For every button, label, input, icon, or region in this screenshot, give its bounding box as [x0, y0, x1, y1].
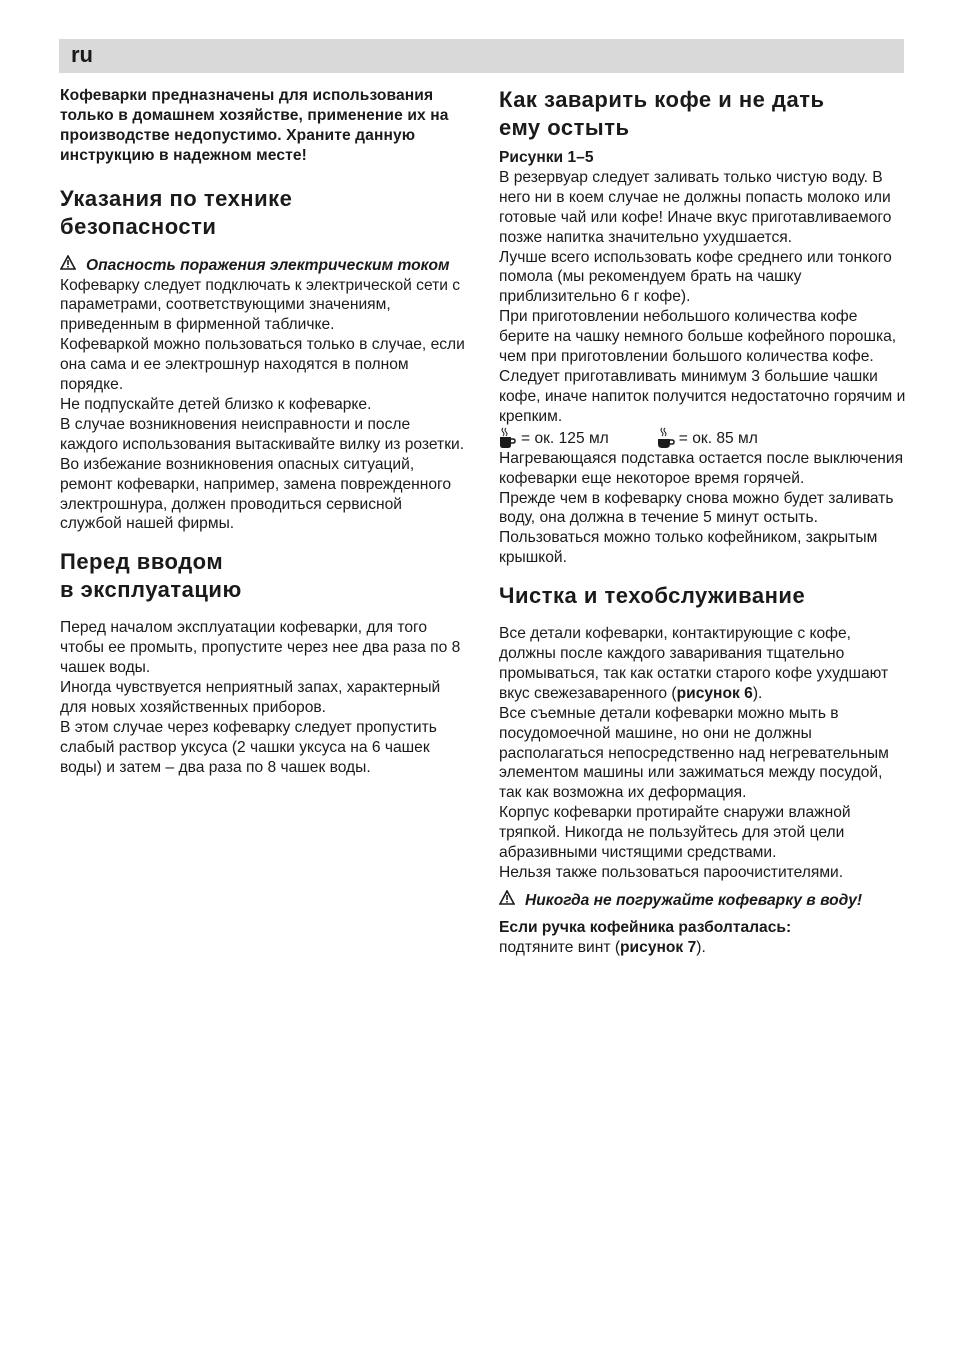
safety-heading-line2: безопасности	[60, 213, 217, 239]
small-cup-volume: = ок. 85 мл	[678, 429, 758, 447]
cleaning-paragraph-2: Все съемные детали кофеварки можно мыть в посудомоечной машине, но они не должны располагаться непосредственно над негревательным элементом машины или зажиматься между посудой, так как возможна их деформация.	[499, 704, 889, 802]
figure-6-reference: рисунок 6	[676, 684, 753, 702]
electric-shock-warning	[60, 255, 465, 276]
language-bar	[59, 39, 904, 73]
handle-heading: Если ручка кофейника разболталась:	[499, 918, 792, 936]
brew-paragraph-5: Прежде чем в кофеварку снова можно будет заливать воду, она должна в течение 5 минут остыть.	[499, 489, 894, 527]
left-column	[60, 86, 465, 778]
startup-paragraph-1: Перед началом эксплуатации кофеварки, для того чтобы ее промыть, пропустите через нее два раза по 8 чашек воды.	[60, 619, 461, 677]
safety-heading-line1: Указания по технике	[60, 185, 293, 211]
brew-paragraph-2: Лучше всего использовать кофе среднего или тонкого помола (мы рекомендуем брать на чашку приблизительно 6 г кофе).	[499, 248, 892, 306]
large-cup-volume: = ок. 125 мл	[521, 429, 609, 447]
cup-sizes	[499, 427, 909, 449]
safety-paragraph-5: Во избежание возникновения опасных ситуаций, ремонт кофеварки, например, замена поврежденного электрошнура, должен проводиться сервисной службой нашей фирмы.	[60, 455, 452, 533]
warning-triangle-icon	[60, 255, 86, 276]
brew-heading-line2: ему остыть	[499, 115, 630, 140]
startup-heading-line2: в эксплуатацию	[60, 577, 242, 603]
startup-heading	[60, 548, 465, 604]
safety-paragraph-4: В случае возникновения неисправности и после каждого использования вытаскивайте вилку из розетки.	[60, 415, 465, 453]
cleaning-paragraph-1-text: Все детали кофеварки, контактирующие с кофе, должны после каждого заваривания тщательно промываться, так как остатки старого кофе ухудшают вкус свежезаваренного (	[499, 625, 889, 702]
large-cup-icon	[499, 427, 517, 449]
small-cup-icon	[657, 427, 675, 449]
cleaning-paragraph-1	[499, 624, 909, 704]
safety-heading	[60, 185, 465, 241]
startup-heading-line1: Перед вводом	[60, 549, 224, 575]
cleaning-heading: Чистка и техобслуживание	[499, 583, 806, 609]
electric-shock-warning-text: Опасность поражения электрическим током	[86, 256, 450, 274]
brew-paragraph-6: Пользоваться можно только кофейником, закрытым крышкой.	[499, 529, 878, 567]
language-code: ru	[71, 42, 93, 67]
startup-paragraph-2: Иногда чувствуется неприятный запах, характерный для новых хозяйственных приборов.	[60, 679, 441, 716]
brew-paragraph-3: При приготовлении небольшого количества кофе берите на чашку немного больше кофейного порошка, чем при приготовлении большого количества кофе. Следует приготавливать минимум 3 большие чашки кофе, иначе напиток получится недостаточно горячим и крепким.	[499, 308, 906, 425]
safety-paragraph-1: Кофеварку следует подключать к электрической сети с параметрами, соответствующими значениям, приведенным в фирменной табличке.	[60, 276, 461, 334]
brew-paragraph-1: В резервуар следует заливать только чистую воду. В него ни в коем случае не должны попасть молоко или готовые чай или кофе! Иначе вкус приготавливаемого позже напитка значительно ухудшается.	[499, 168, 892, 246]
brew-heading	[499, 86, 909, 142]
cleaning-paragraph-3: Корпус кофеварки протирайте снаружи влажной тряпкой. Никогда не пользуйтесь для этой цели абразивными чистящими средствами.	[499, 804, 851, 862]
cleaning-paragraph-4: Нельзя также пользоваться пароочистителями.	[499, 864, 844, 881]
startup-paragraph-3: В этом случае через кофеварку следует пропустить слабый раствор уксуса (2 чашки уксуса на 6 чашек воды) и затем – два раза по 8 чашек воды.	[60, 718, 437, 776]
intro-text: Кофеварки предназначены для использования только в домашнем хозяйстве, применение их на производстве недопустимо. Храните данную инструкцию в надежном месте!	[60, 87, 449, 164]
right-column	[499, 86, 909, 958]
immersion-warning-text: Никогда не погружайте кофеварку в воду!	[525, 891, 863, 909]
cleaning-paragraph-1-end: ).	[752, 684, 763, 702]
handle-instruction-text: подтяните винт (	[499, 938, 621, 956]
figures-reference: Рисунки 1–5	[499, 149, 594, 166]
safety-paragraph-2: Кофеваркой можно пользоваться только в случае, если она сама и ее электрошнур находятся в полном порядке.	[60, 336, 465, 394]
brew-paragraph-4: Нагревающаяся подставка остается после выключения кофеварки еще некоторое время горячей.	[499, 449, 904, 487]
brew-heading-line1: Как заварить кофе и не дать	[499, 87, 825, 112]
safety-paragraph-3: Не подпускайте детей близко к кофеварке.	[60, 395, 372, 413]
figure-7-reference: рисунок 7	[620, 938, 697, 956]
handle-instruction	[499, 938, 909, 958]
immersion-warning	[499, 890, 909, 911]
handle-instruction-end: ).	[696, 938, 706, 956]
warning-triangle-icon	[499, 890, 525, 911]
